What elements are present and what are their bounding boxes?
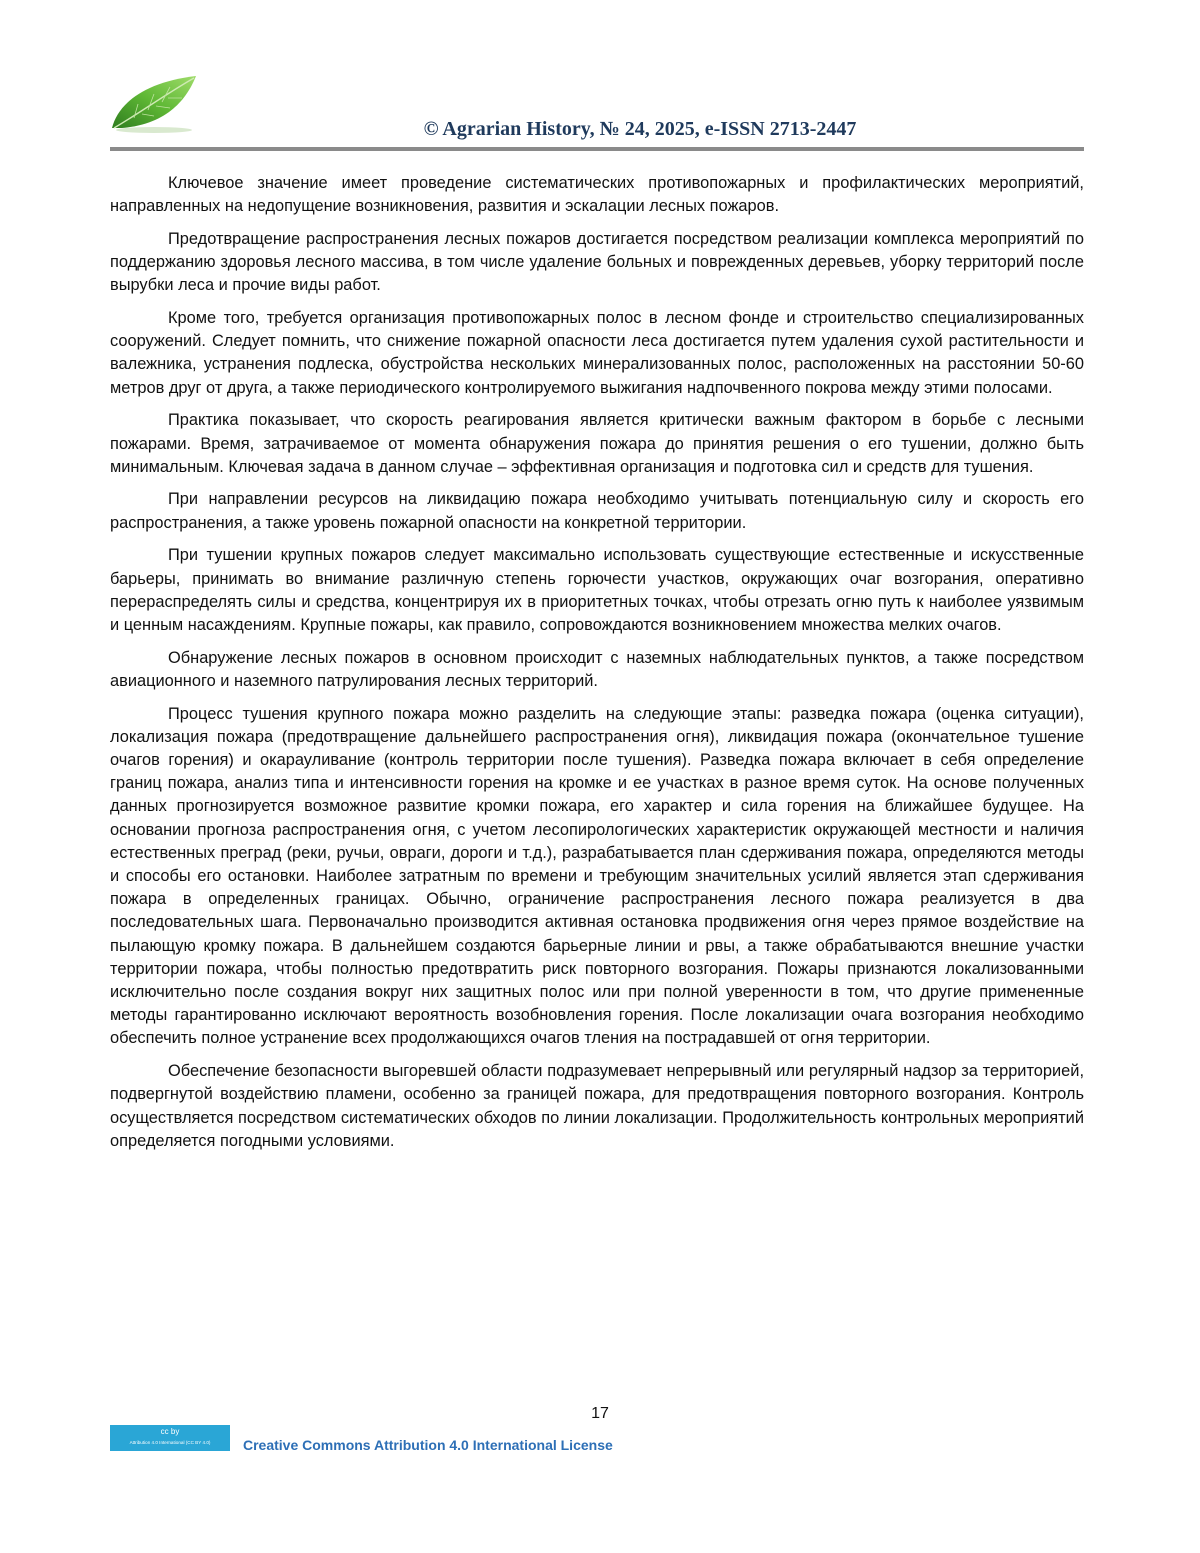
cc-license-badge[interactable]: [110, 1425, 230, 1451]
paragraph: При тушении крупных пожаров следует максимально использовать существующие естественные и искусственные барьеры, принимать во внимание различную степень горючести участков, окружающих очаг возгорания, оперативно перераспределять силы и средства, концентрируя их в приоритетных точках, чтобы отрезать огню путь к наиболее уязвимым и ценным насаждениям. Крупные пожары, как правило, сопровождаются возникновением множества мелких очагов.: [110, 546, 1084, 634]
journal-header-title: © Agrarian History, № 24, 2025, e-ISSN 2713-2447: [423, 118, 857, 140]
cc-by-icon: cc by: [160, 1427, 180, 1436]
article-body: [110, 172, 1084, 1162]
leaf-icon: [108, 74, 200, 134]
paragraph: Процесс тушения крупного пожара можно разделить на следующие этапы: разведка пожара (оценка ситуации), локализация пожара (предотвращение дальнейшего распространения огня), ликвидация пожара (окончательное тушение очагов горения) и окарауливание (контроль территории после тушения). Разведка пожара включает в себя определение границ пожара, анализ типа и интенсивности горения на кромке и ее участках в разное время суток. На основе полученных данных прогнозируется возможное развитие кромки пожара, его характер и сила горения на ближайшее будущее. На основании прогноза распространения огня, с учетом лесопирологических характеристик окружающей местности и наличия естественных преград (реки, ручьи, овраги, дороги и т.д.), разрабатывается план сдерживания пожара, определяются методы и способы его остановки. Наиболее затратным по времени и требующим значительных усилий является этап сдерживания пожара в определенных границах. Обычно, ограничение распространения лесного пожара реализуется в два последовательных шага. Первоначально производится активная остановка продвижения огня через прямое воздействие на пылающую кромку пожара. В дальнейшем создаются барьерные линии и рвы, а также обрабатываются внешние участки территории пожара, чтобы полностью предотвратить риск повторного возгорания. Пожары признаются локализованными исключительно после создания вокруг них защитных полос или при полной уверенности в том, что другие примененные методы гарантированно исключают вероятность возобновления горения. После локализации очага возгорания необходимо обеспечить полное устранение всех продолжающихся очагов тления на пострадавшей от огня территории.: [110, 704, 1084, 1048]
cc-badge-caption: Attribution 4.0 International (CC BY 4.0): [129, 1440, 211, 1445]
header-divider: [110, 147, 1084, 151]
paragraph: При направлении ресурсов на ликвидацию пожара необходимо учитывать потенциальную силу и скорость его распространения, а также уровень пожарной опасности на конкретной территории.: [110, 490, 1084, 532]
page-number: 17: [591, 1405, 609, 1422]
license-link[interactable]: Creative Commons Attribution 4.0 International License: [243, 1437, 613, 1453]
paragraph: Обнаружение лесных пожаров в основном происходит с наземных наблюдательных пунктов, а также посредством авиационного и наземного патрулирования лесных территорий.: [110, 648, 1084, 690]
paragraph: Предотвращение распространения лесных пожаров достигается посредством реализации комплекса мероприятий по поддержанию здоровья лесного массива, в том числе удаление больных и поврежденных деревьев, уборку территорий после вырубки леса и прочие виды работ.: [110, 229, 1084, 295]
paragraph: Кроме того, требуется организация противопожарных полос в лесном фонде и строительство специализированных сооружений. Следует помнить, что снижение пожарной опасности леса достигается путем удаления сухой растительности и валежника, устранения подлеска, обустройства нескольких минерализованных полос, расположенных на расстоянии 50-60 метров друг от друга, а также периодического контролируемого выжигания надпочвенного покрова между этими полосами.: [110, 309, 1084, 397]
paragraph: Ключевое значение имеет проведение систематических противопожарных и профилактических мероприятий, направленных на недопущение возникновения, развития и эскалации лесных пожаров.: [110, 174, 1084, 216]
paragraph: Обеспечение безопасности выгоревшей области подразумевает непрерывный или регулярный надзор за территорией, подвергнутой воздействию пламени, особенно за границей пожара, для предотвращения повторного возгорания. Контроль осуществляется посредством систематических обходов по линии локализации. Продолжительность контрольных мероприятий определяется погодными условиями.: [110, 1062, 1084, 1150]
paragraph: Практика показывает, что скорость реагирования является критически важным фактором в борьбе с лесными пожарами. Время, затрачиваемое от момента обнаружения пожара до принятия решения о его тушении, должно быть минимальным. Ключевая задача в данном случае – эффективная организация и подготовка сил и средств для тушения.: [110, 411, 1084, 476]
